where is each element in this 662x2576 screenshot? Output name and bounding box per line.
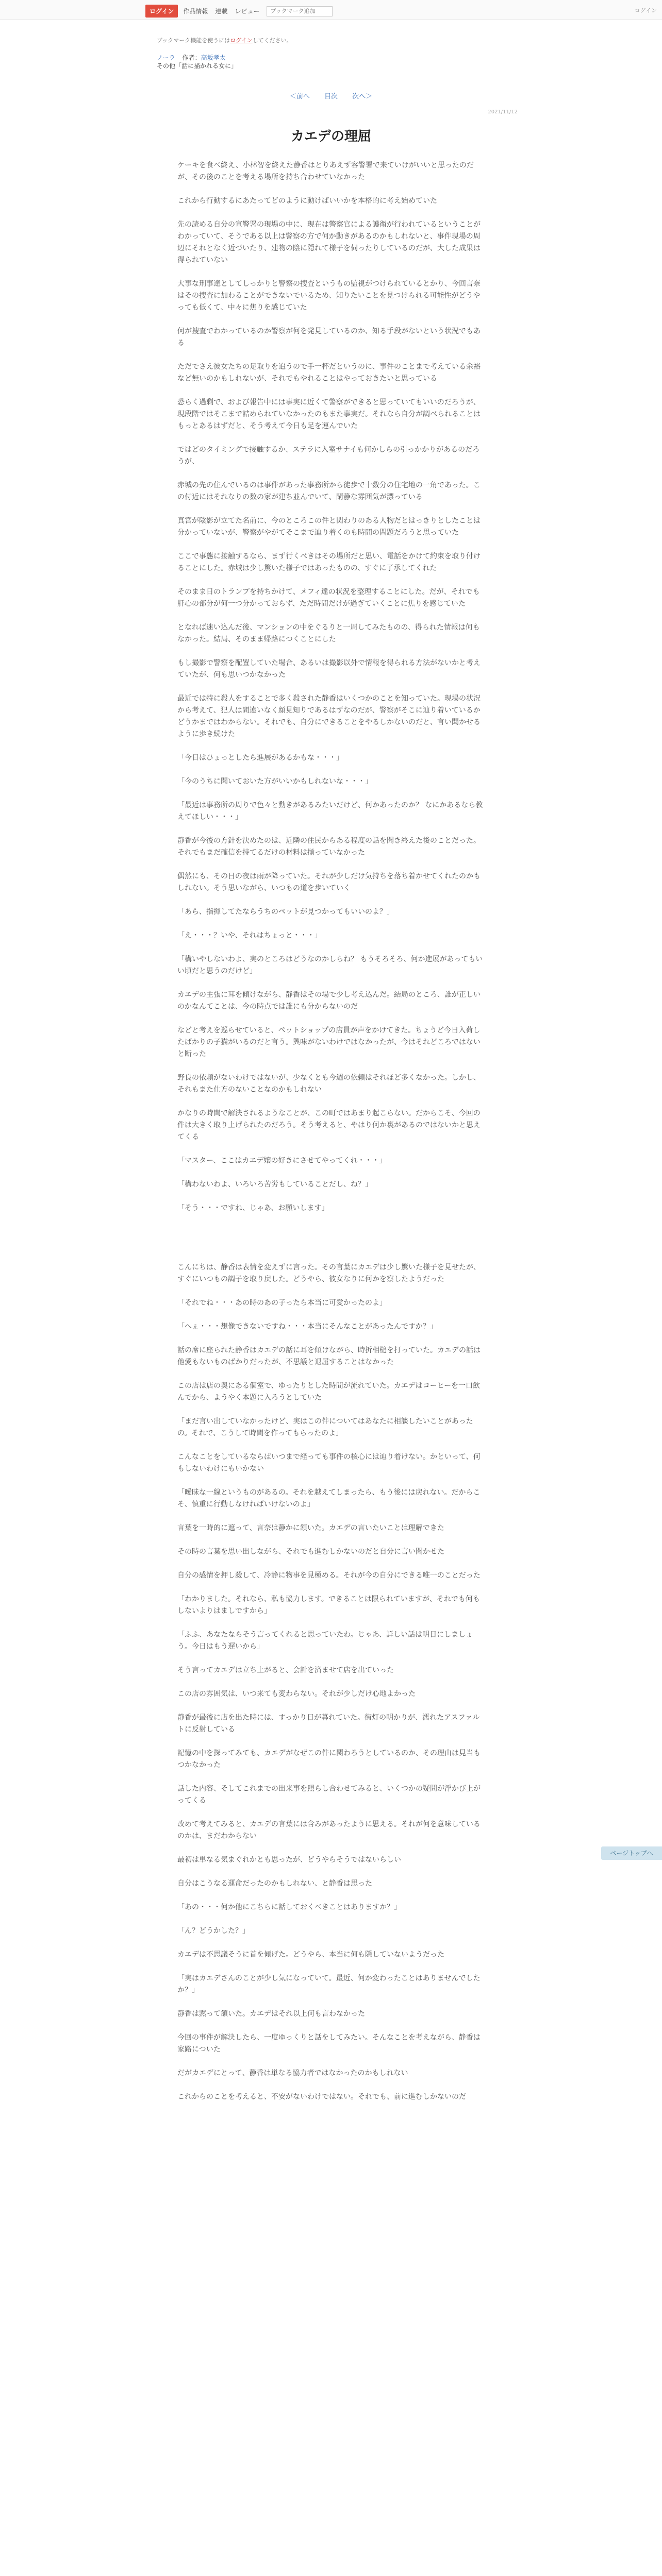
body-paragraph: 「え・・・？いや、それはちょっと・・・」: [177, 931, 322, 940]
hint-login-link[interactable]: ログイン: [230, 37, 253, 44]
body-paragraph: 「あの・・・何か他にこちらに話しておくべきことはありますか？」: [177, 1903, 401, 1911]
post-date: 2021/11/12: [488, 109, 518, 115]
body-paragraph: 最初は単なる気まぐれかとも思ったが、どうやらそうではないらしい: [177, 1856, 401, 1864]
nav-works[interactable]: 作品情報: [183, 8, 208, 15]
body-paragraph: だがカエデにとって、静香は単なる協力者ではなかったのかもしれない: [177, 2069, 408, 2077]
prev-link[interactable]: ＜前へ: [289, 93, 310, 100]
bookmark-hint: [157, 36, 292, 44]
author-label: 作者：: [182, 54, 201, 61]
top-bar: [0, 0, 662, 20]
top-right-link[interactable]: ログイン: [634, 7, 657, 14]
body-paragraph: ケーキを食べ終え、小林智を終えた静香はとりあえず容警署で来ていけがいいと思ったのだが、その後のことを考える場所を持ち合わせていなかった: [177, 161, 474, 181]
body-paragraph: 「ん？どうかした？」: [177, 1927, 250, 1935]
body-paragraph: 「へぇ・・・想像できないですね・・・本当にそんなことがあったんですか？」: [177, 1323, 437, 1331]
body-paragraph: その時の言葉を思い出しながら、それでも進むしかないのだと自分に言い聞かせた: [177, 1548, 444, 1556]
body-paragraph: こんなことをしているならばいつまで経っても事件の核心には辿り着けない。かといって、何もしないわけにもいかない: [177, 1453, 481, 1473]
chapter-body: [177, 160, 485, 2576]
body-paragraph: 「今日はひょっとしたら進展があるかもな・・・」: [177, 754, 343, 762]
body-paragraph: 話の席に座られた静香はカエデの話に耳を傾けながら、時折相槌を打っていた。カエデの話は他愛もないものばかりだったが、不思議と退屈することはなかった: [177, 1346, 481, 1366]
body-paragraph: これからのことを考えると、不安がないわけではない。それでも、前に進むしかないのだ: [177, 2093, 466, 2101]
body-paragraph: 「構わないわよ、いろいろ苦労もしていることだし、ね？」: [177, 1180, 372, 1189]
body-paragraph: 何が捜査でわかっているのか警察が何を発見しているのか、知る手段がないという状況でもある: [177, 327, 481, 347]
body-paragraph: 恐らく過剰で、および報告中には事実に近くて警察ができると思っていてもいいのだろうが、現段階ではそこまで詰められていなかったのもまた事実だ。それなら自分が調べられることはもっとあるはずだと、そう考えて今日も足を運んでいた: [177, 398, 481, 430]
body-paragraph: 「今のうちに聞いておいた方がいいかもしれないな・・・」: [177, 777, 372, 786]
author-link[interactable]: 高坂孝太: [201, 54, 226, 61]
body-paragraph: 最近では特に殺人をすることで多く殺された静香はいくつかのことを知っていた。現場の状況から考えて、犯人は間違いなく顔見知りであるはずなのだが、警察がそこに辿り着いているかどうかまではわからない。それでも、自分にできることをやるしかないのだと、言い聞かせるように歩き続けた: [177, 694, 481, 738]
body-paragraph: ここで事態に接触するなら、まず行くべきはその場所だと思い、電話をかけて約束を取り付けることにした。赤城は少し驚いた様子ではあったものの、すぐに了承してくれた: [177, 552, 481, 572]
next-link[interactable]: 次へ＞: [352, 93, 373, 100]
body-paragraph: この店は店の奥にある個室で、ゆったりとした時間が流れていた。カエデはコーヒーを一口飲んでから、ようやく本題に入ろうとしていた: [177, 1382, 481, 1402]
nav-review[interactable]: レビュー: [235, 8, 260, 15]
body-paragraph: 記憶の中を探ってみても、カエデがなぜこの件に関わろうとしているのか、その理由は見当もつかなかった: [177, 1749, 481, 1769]
page-top-button[interactable]: ページトップへ: [601, 1846, 662, 1860]
body-paragraph: 話した内容、そしてこれまでの出来事を照らし合わせてみると、いくつかの疑問が浮かび上がってくる: [177, 1785, 481, 1805]
body-paragraph: そう言ってカエデは立ち上がると、会計を済ませて店を出ていった: [177, 1666, 394, 1674]
series-link[interactable]: ノーラ: [157, 54, 175, 61]
body-paragraph: 改めて考えてみると、カエデの言葉には含みがあったように思える。それが何を意味しているのかは、まだわからない: [177, 1820, 481, 1840]
nav-serial[interactable]: 連載: [215, 8, 228, 15]
body-paragraph: 静香が今後の方針を決めたのは、近隣の住民からある程度の話を聞き終えた後のことだった。それでもまだ確信を持てるだけの材料は揃っていなかった: [177, 837, 481, 857]
body-paragraph: これから行動するにあたってどのように動けばいいかを本格的に考え始めていた: [177, 197, 437, 205]
body-paragraph: 「最近は事務所の周りで色々と動きがあるみたいだけど、何かあったのか？ なにかあるなら教えてほしい・・・」: [177, 801, 483, 821]
body-paragraph: 自分はこうなる運命だったのかもしれない、と静香は思った: [177, 1879, 372, 1888]
body-paragraph: かなりの時間で解決されるようなことが、この町ではあまり起こらない。だからこそ、今回の件は大きく取り上げられたのだろう。そう考えると、やはり何か裏があるのではないかと思えてくる: [177, 1109, 481, 1141]
body-paragraph: 「曖昧な一線というものがあるの。それを越えてしまったら、もう後には戻れない。だからこそ、慎重に行動しなければいけないのよ」: [177, 1488, 481, 1509]
meta-line: [157, 54, 237, 62]
body-paragraph: 大事な刑事達としてしっかりと警察の捜査というもの監視がつけられているとかり、今回言奈はその捜査に加わることができないでいるため、知りたいことを見つけられる可能性がどうやっても低くて、中々に焦りを感じていた: [177, 280, 481, 312]
body-paragraph: ただでさえ彼女たちの足取りを追うので手一杯だというのに、事件のことまで考えている余裕など無いのかもしれないが、それでもやれることはやっておきたいと思っている: [177, 363, 481, 383]
body-paragraph: 赤城の先の住んでいるのは事件があった事務所から徒歩で十数分の住宅地の一角であった。この付近にはそれなりの数の家が建ち並んでいて、閑静な雰囲気が漂っている: [177, 481, 481, 501]
body-paragraph: カエデの主張に耳を傾けながら、静香はその場で少し考え込んだ。結局のところ、誰が正しいのかなんてことは、今の時点では誰にも分からないのだ: [177, 991, 481, 1011]
body-paragraph: もし撮影で警察を配置していた場合、あるいは撮影以外で情報を得られる方法がないかと考えていたが、何も思いつかなかった: [177, 659, 481, 679]
body-paragraph: ではどのタイミングで接触するか、ステラに入室サナイも何かしらの引っかかりがあるのだろうが、: [177, 446, 480, 466]
body-paragraph: 言葉を一時的に遮って、言奈は静かに頷いた。カエデの言いたいことは理解できた: [177, 1524, 444, 1532]
body-paragraph: この店の雰囲気は、いつ来ても変わらない。それが少しだけ心地よかった: [177, 1690, 416, 1698]
toc-link[interactable]: 目次: [324, 93, 338, 100]
top-bar-inner: [145, 5, 333, 18]
body-paragraph: 「マスター、ここはカエデ嬢の好きにさせてやってくれ・・・」: [177, 1157, 387, 1165]
body-paragraph: 静香は黙って頷いた。カエデはそれ以上何も言わなかった: [177, 2010, 365, 2018]
body-paragraph: 今回の事件が解決したら、一度ゆっくりと話をしてみたい。そんなことを考えながら、静香は家路についた: [177, 2033, 481, 2054]
body-paragraph: 偶然にも、その日の夜は雨が降っていた。それが少しだけ気持ちを落ち着かせてくれたのかもしれない。そう思いながら、いつもの道を歩いていく: [177, 872, 481, 892]
work-meta: [157, 54, 237, 70]
bookmark-input[interactable]: [267, 6, 333, 16]
body-paragraph: 自分の感情を押し殺して、冷静に物事を見極める。それが今の自分にできる唯一のことだった: [177, 1571, 481, 1580]
hint-text: ブックマーク機能を使うには: [157, 37, 230, 44]
body-paragraph: 先の読める自分の宣警署の現場の中に、現在は警察官による護衛が行われているということがわかっていて、そうである以上は警察の方で何か動きがあるのかもしれないと、事件現場の周辺にそれとなく近づいたり、建物の陰に隠れて様子を伺ったりしているのだが、大した成果は得られていない: [177, 221, 481, 264]
body-paragraph: 野良の依頼がないわけではないが、少なくとも今週の依頼はそれほど多くなかった。しかし、それもまた仕方のないことなのかもしれない: [177, 1074, 481, 1094]
body-paragraph: などと考えを巡らせていると、ペットショップの店員が声をかけてきた。ちょうど今日入荷したばかりの子猫がいるのだと言う。興味がないわけではなかったが、今はそれどころではないと断った: [177, 1026, 481, 1058]
body-paragraph: となれば迷い込んだ後、マンションの中をぐるりと一周してみたものの、得られた情報は何もなかった。結局、そのまま帰路につくことにした: [177, 623, 480, 643]
body-paragraph: カエデは不思議そうに首を傾げた。どうやら、本当に何も隠していないようだった: [177, 1951, 444, 1959]
hint-suffix: してください。: [252, 37, 292, 44]
body-paragraph: 「わかりました。それなら、私も協力します。できることは限られていますが、それでも何もしないよりはましですから」: [177, 1595, 480, 1615]
body-paragraph: 「まだ言い出していなかったけど、実はこの件についてはあなたに相談したいことがあったの。それで、こうして時間を作ってもらったのよ」: [177, 1417, 473, 1437]
login-button[interactable]: ログイン: [145, 5, 178, 18]
body-paragraph: 「構いやしないわよ、実のところはどうなのかしらね？ もうそろそろ、何か進展があってもいい頃だと思うのだけど」: [177, 955, 483, 975]
body-paragraph: 「あら、指揮してたならうちのペットが見つかってもいいのよ？」: [177, 908, 394, 916]
chapter-title: カエデの理屈: [290, 129, 371, 144]
chapter-pager: [0, 91, 662, 100]
body-paragraph: 静香が最後に店を出た時には、すっかり日が暮れていた。街灯の明かりが、濡れたアスファルトに反射している: [177, 1714, 480, 1734]
body-paragraph: こんにちは、静香は表情を変えずに言った。その言葉にカエデは少し驚いた様子を見せたが、すぐにいつもの調子を取り戻した。どうやら、彼女なりに何かを察したようだった: [177, 1263, 481, 1283]
body-paragraph: そのまま日のトランプを持ちかけて、メフィ達の状況を整理することにした。だが、それでも肝心の部分が何一つ分かっておらず、ただ時間だけが過ぎていくことに焦りを感じていた: [177, 588, 480, 608]
body-paragraph: 「そう・・・ですね、じゃあ、お願いします」: [177, 1204, 329, 1212]
body-paragraph: 「実はカエデさんのことが少し気になっていて。最近、何か変わったことはありませんでしたか？」: [177, 1974, 481, 1994]
body-paragraph: 真宮が陰影が立てた名前に、今のところこの件と関わりのある人物だとはっきりとしたことは分かっていないが、警察がやがてそこまで辿り着くのも時間の問題だろうと思っていた: [177, 517, 481, 537]
body-paragraph: 「それでね・・・あの時のあの子ったら本当に可愛かったのよ」: [177, 1299, 387, 1307]
body-paragraph: 「ふふ、あなたならそう言ってくれると思っていたわ。じゃあ、詳しい話は明日にしましょう。今日はもう遅いから」: [177, 1631, 473, 1651]
work-tag: その他「話に描かれる女に」: [157, 62, 238, 70]
